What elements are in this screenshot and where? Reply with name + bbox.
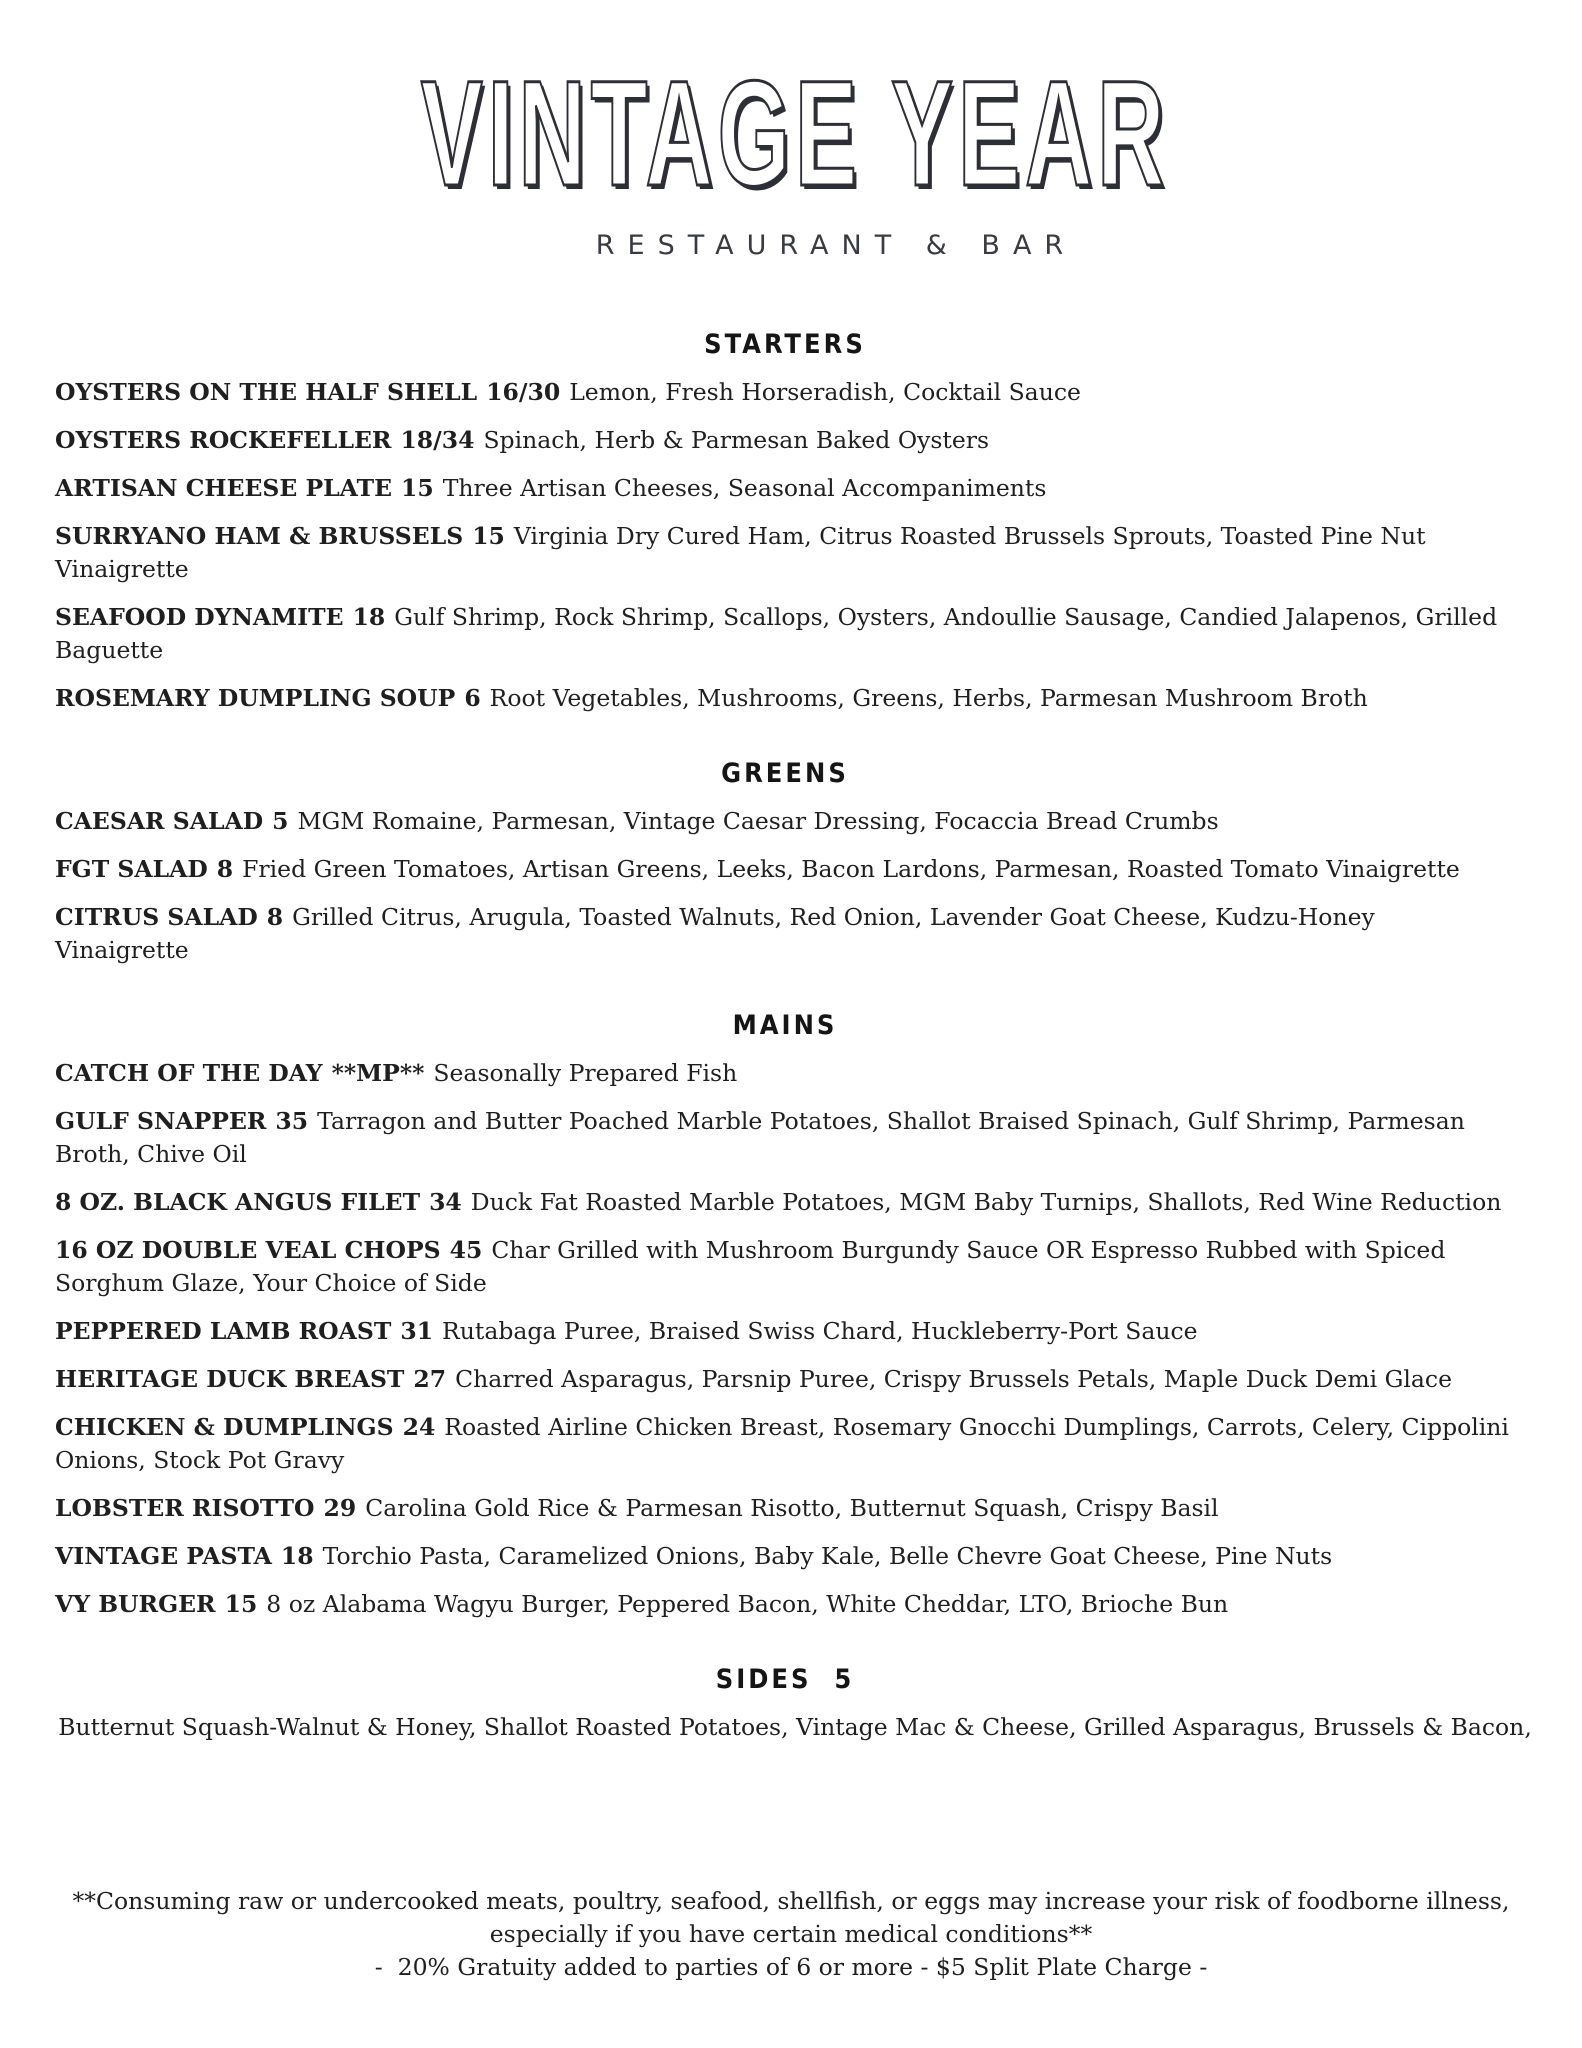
item-price: **MP** (331, 1059, 425, 1087)
logo-subtitle: RESTAURANT & BAR (595, 230, 1077, 261)
item-description: Tarragon and Butter Poached Marble Potatoes, Shallot Braised Spinach, Gulf Shrimp, Parmesan Broth, Chive Oil (55, 1107, 1465, 1168)
item-description: Carolina Gold Rice & Parmesan Risotto, Butternut Squash, Crispy Basil (365, 1494, 1219, 1522)
item-price: 16/30 (486, 378, 561, 406)
section-mains (55, 1009, 1515, 1621)
item-name: CAESAR SALAD (55, 807, 264, 835)
item-name: PEPPERED LAMB ROAST (55, 1317, 392, 1345)
restaurant-logo (0, 49, 1582, 261)
section-sides (55, 1663, 1532, 1744)
item-description: Seasonally Prepared Fish (433, 1059, 738, 1087)
item-list (55, 376, 1515, 715)
menu-item (55, 901, 1515, 967)
item-price: 18/34 (400, 426, 475, 454)
item-price: 8 (216, 855, 234, 883)
menu-item (55, 1186, 1515, 1219)
menu-item (55, 1315, 1515, 1348)
health-warning-line-2: especially if you have certain medical conditions** (489, 1920, 1093, 1948)
menu-item (55, 1540, 1515, 1573)
menu-item (55, 520, 1515, 586)
item-name: SURRYANO HAM & BRUSSELS (55, 522, 464, 550)
item-price: 15 (472, 522, 505, 550)
menu-item (55, 853, 1515, 886)
menu-item (55, 376, 1515, 409)
item-name: FGT SALAD (55, 855, 208, 883)
item-name: 8 OZ. BLACK ANGUS FILET (55, 1188, 421, 1216)
menu-item (55, 1057, 1515, 1090)
section-title: STARTERS (704, 329, 866, 360)
item-name: 16 OZ DOUBLE VEAL CHOPS (55, 1236, 441, 1264)
menu-item (55, 472, 1515, 505)
footer-notice (0, 1885, 1582, 1984)
menu-item (55, 601, 1515, 667)
health-warning-line-1: **Consuming raw or undercooked meats, poultry, seafood, shellfish, or eggs may increase your risk of foodborne illness, (72, 1887, 1510, 1915)
item-description: Charred Asparagus, Parsnip Puree, Crispy Brussels Petals, Maple Duck Demi Glace (455, 1365, 1452, 1393)
item-description: Char Grilled with Mushroom Burgundy Sauce OR Espresso Rubbed with Spiced Sorghum Glaze, Your Choice of Side (55, 1236, 1446, 1297)
section-title: MAINS (732, 1010, 838, 1041)
item-description: Virginia Dry Cured Ham, Citrus Roasted Brussels Sprouts, Toasted Pine Nut Vinaigrette (55, 522, 1426, 583)
item-price: 5 (272, 807, 289, 835)
item-price: 8 (266, 903, 284, 931)
item-name: CATCH OF THE DAY (55, 1059, 323, 1087)
policy-note: - 20% Gratuity added to parties of 6 or more - $5 Split Plate Charge - (374, 1953, 1208, 1981)
section-greens (55, 757, 1515, 967)
menu-item (55, 1363, 1515, 1396)
section-title: SIDES 5 (715, 1664, 855, 1695)
menu-item (55, 682, 1515, 715)
item-description: Duck Fat Roasted Marble Potatoes, MGM Baby Turnips, Shallots, Red Wine Reduction (470, 1188, 1502, 1216)
menu-item (55, 1234, 1515, 1300)
item-description: 8 oz Alabama Wagyu Burger, Peppered Bacon, White Cheddar, LTO, Brioche Bun (266, 1590, 1229, 1618)
item-name: GULF SNAPPER (55, 1107, 267, 1135)
item-price: 18 (352, 603, 386, 631)
item-price: 31 (400, 1317, 434, 1345)
item-description: Lemon, Fresh Horseradish, Cocktail Sauce (569, 378, 1081, 406)
menu-item (55, 1105, 1515, 1171)
item-price: 15 (401, 474, 434, 502)
item-description: Fried Green Tomatoes, Artisan Greens, Leeks, Bacon Lardons, Parmesan, Roasted Tomato Vinaigrette (242, 855, 1460, 883)
section-starters (55, 328, 1515, 715)
item-price: 15 (224, 1590, 258, 1618)
item-description: Roasted Airline Chicken Breast, Rosemary Gnocchi Dumplings, Carrots, Celery, Cippolini Onions, Stock Pot Gravy (55, 1413, 1509, 1474)
item-description: Spinach, Herb & Parmesan Baked Oysters (483, 426, 990, 454)
menu-item (55, 1492, 1515, 1525)
item-name: ARTISAN CHEESE PLATE (55, 474, 393, 502)
item-description: Three Artisan Cheeses, Seasonal Accompaniments (442, 474, 1047, 502)
item-name: SEAFOOD DYNAMITE (55, 603, 344, 631)
item-price: 45 (449, 1236, 483, 1264)
item-name: HERITAGE DUCK BREAST (55, 1365, 405, 1393)
item-price: 35 (275, 1107, 309, 1135)
item-description: Grilled Citrus, Arugula, Toasted Walnuts, Red Onion, Lavender Goat Cheese, Kudzu-Honey Vinaigrette (55, 903, 1375, 964)
menu-item (55, 805, 1515, 838)
logo-title: VINTAGE YEAR (420, 49, 1170, 217)
menu-item (55, 1588, 1515, 1621)
item-description: Root Vegetables, Mushrooms, Greens, Herbs, Parmesan Mushroom Broth (489, 684, 1368, 712)
item-price: 24 (402, 1413, 436, 1441)
item-name: CHICKEN & DUMPLINGS (55, 1413, 394, 1441)
item-name: CITRUS SALAD (55, 903, 258, 931)
item-list (55, 1057, 1515, 1621)
item-price: 6 (464, 684, 481, 712)
item-price: 18 (280, 1542, 314, 1570)
item-price: 29 (323, 1494, 357, 1522)
menu-body (55, 328, 1532, 1786)
item-description: Gulf Shrimp, Rock Shrimp, Scallops, Oysters, Andoullie Sausage, Candied Jalapenos, Grilled Baguette (55, 603, 1498, 664)
item-price: 27 (413, 1365, 447, 1393)
menu-item (55, 1411, 1515, 1477)
item-name: LOBSTER RISOTTO (55, 1494, 315, 1522)
item-name: OYSTERS ON THE HALF SHELL (55, 378, 478, 406)
item-name: VINTAGE PASTA (55, 1542, 272, 1570)
sides-list: Butternut Squash-Walnut & Honey, Shallot Roasted Potatoes, Vintage Mac & Cheese, Grilled Asparagus, Brussels & Bacon, (58, 1713, 1532, 1741)
item-description: MGM Romaine, Parmesan, Vintage Caesar Dressing, Focaccia Bread Crumbs (297, 807, 1219, 835)
item-name: VY BURGER (55, 1590, 216, 1618)
item-name: OYSTERS ROCKEFELLER (55, 426, 392, 454)
item-list (55, 805, 1515, 967)
item-description: Rutabaga Puree, Braised Swiss Chard, Huckleberry-Port Sauce (442, 1317, 1198, 1345)
menu-item (55, 424, 1515, 457)
section-title: GREENS (721, 758, 849, 789)
item-name: ROSEMARY DUMPLING SOUP (55, 684, 456, 712)
item-price: 34 (429, 1188, 462, 1216)
item-description: Torchio Pasta, Caramelized Onions, Baby Kale, Belle Chevre Goat Cheese, Pine Nuts (322, 1542, 1333, 1570)
